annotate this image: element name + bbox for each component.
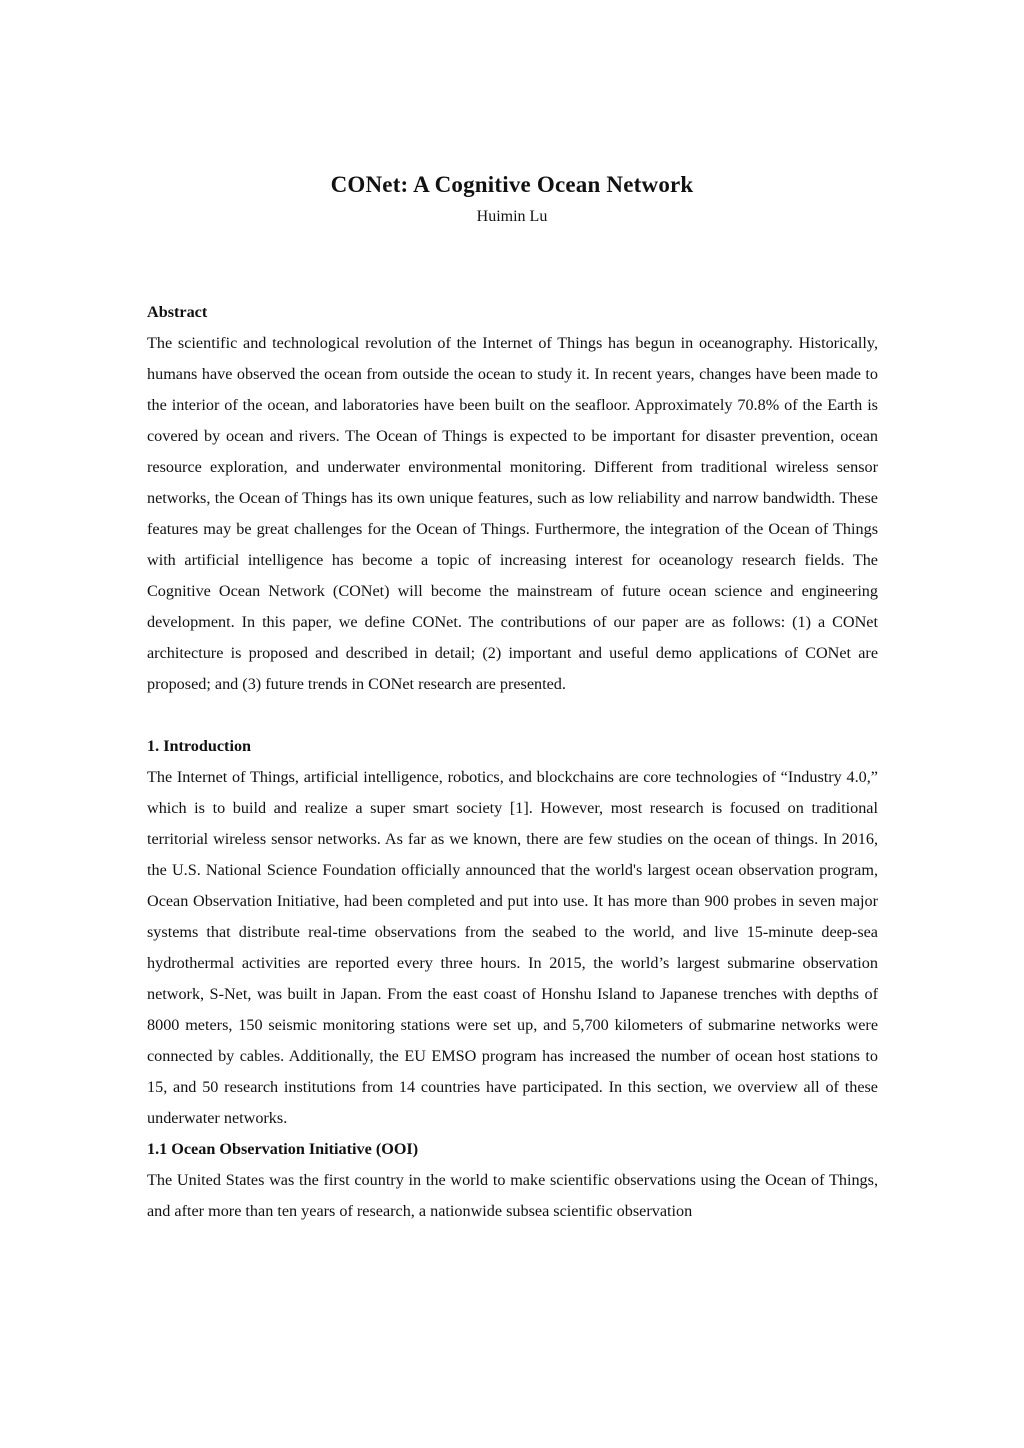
subsection-ooi-heading: 1.1 Ocean Observation Initiative (OOI) (147, 1140, 419, 1158)
paper-title: CONet: A Cognitive Ocean Network (330, 172, 694, 197)
abstract-paragraph: The scientific and technological revolution of the Internet of Things has begun in oceanography. Historically, humans have observed the ocean from outside the ocean to study it. In recent years, changes have been made to the interior of the ocean, and laboratories have been built on the seafloor. Approximately 70.8% of the Earth is covered by ocean and rivers. The Ocean of Things is expected to be important for disaster prevention, ocean resource exploration, and underwater environmental monitoring. Different from traditional wireless sensor networks, the Ocean of Things has its own unique features, such as low reliability and narrow bandwidth. These features may be great challenges for the Ocean of Things. Furthermore, the integration of the Ocean of Things with artificial intelligence has become a topic of increasing interest for oceanology research fields. The Cognitive Ocean Network (CONet) will become the mainstream of future ocean science and engineering development. In this paper, we define CONet. The contributions of our paper are as follows: (1) a CONet architecture is proposed and described in detail; (2) important and useful demo applications of CONet are proposed; and (3) future trends in CONet research are presented. (147, 334, 878, 693)
section-gap (147, 700, 878, 731)
paper-author: Huimin Lu (476, 208, 548, 225)
subsection-ooi-paragraph: The United States was the first country in the world to make scientific observations using the Ocean of Things, and after more than ten years of research, a nationwide subsea scientific observation (147, 1171, 878, 1220)
introduction-paragraph: The Internet of Things, artificial intelligence, robotics, and blockchains are core technologies of “Industry 4.0,” which is to build and realize a super smart society [1]. However, most research is focused on traditional territorial wireless sensor networks. As far as we known, there are few studies on the ocean of things. In 2016, the U.S. National Science Foundation officially announced that the world's largest ocean observation program, Ocean Observation Initiative, had been completed and put into use. It has more than 900 probes in seven major systems that distribute real-time observations from the seabed to the world, and live 15-minute deep-sea hydrothermal activities are reported every three hours. In 2015, the world’s largest submarine observation network, S-Net, was built in Japan. From the east coast of Honshu Island to Japanese trenches with depths of 8000 meters, 150 seismic monitoring stations were set up, and 5,700 kilometers of submarine networks were connected by cables. Additionally, the EU EMSO program has increased the number of ocean host stations to 15, and 50 research institutions from 14 countries have participated. In this section, we overview all of these underwater networks. (147, 768, 878, 1127)
abstract-heading: Abstract (147, 303, 208, 321)
introduction-heading: 1. Introduction (147, 737, 252, 755)
body-text (147, 297, 878, 1227)
